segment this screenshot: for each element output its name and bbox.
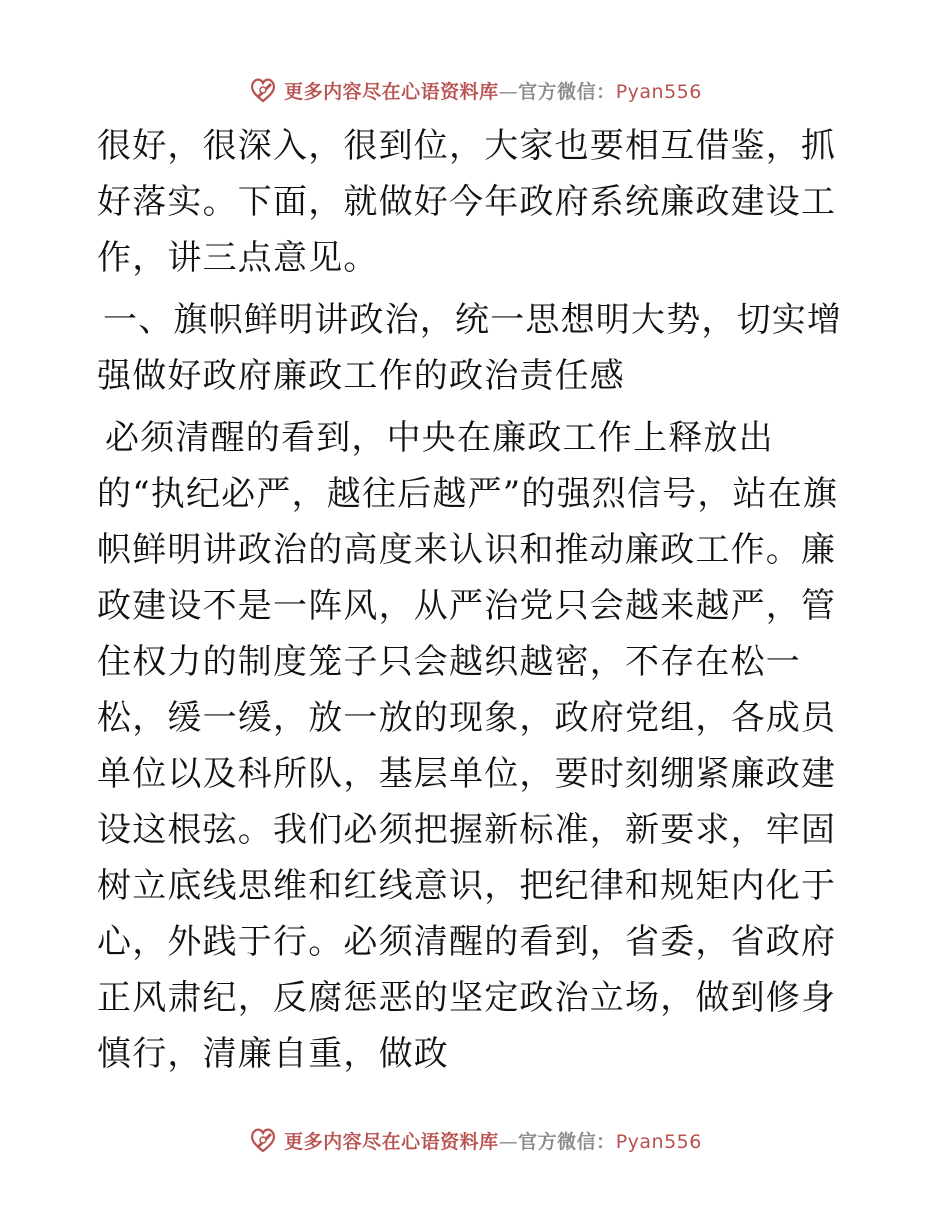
header-banner [0, 70, 950, 110]
paragraph-2-first-line: 必须清醒的看到，中央在廉政工作上释放出 [105, 418, 774, 458]
banner-library-text: 更多内容尽在心语资料库 [284, 80, 499, 103]
banner-dash: — [498, 80, 519, 103]
banner-wechat-id: Pyan556 [615, 1130, 702, 1153]
banner-wechat-id: Pyan556 [615, 80, 702, 103]
footer-banner [0, 1120, 950, 1160]
paragraph-1: 很好，很深入，很到位，大家也要相互借鉴，抓好落实。下面，就做好今年政府系统廉政建设工作，讲三点意见。 [97, 126, 837, 278]
banner-dash: — [498, 1130, 519, 1153]
paragraph-2 [97, 410, 857, 1082]
heart-pen-logo-icon [248, 1125, 278, 1155]
banner-text [284, 77, 702, 104]
banner-library-text: 更多内容尽在心语资料库 [284, 1130, 499, 1153]
section-heading-1: 一、旗帜鲜明讲政治，统一思想明大势，切实增强做好政府廉政工作的政治责任感 [97, 300, 843, 396]
paragraph-2-continuation: 的“执纪必严，越往后越严”的强烈信号，站在旗帜鲜明讲政治的高度来认识和推动廉政工作。廉政建设不是一阵风，从严治党只会越来越严，管住权力的制度笼子只会越织越密，不存在松一松，缓一缓，放一放的现象，政府党组，各成员单位以及科所队，基层单位，要时刻绷紧廉政建设这根弦。我们必须把握新标准，新要求，牢固树立底线思维和红线意识，把纪律和规矩内化于心，外践于行。必须清醒的看到，省委，省政府正风肃纪，反腐惩恶的坚定政治立场，做到修身慎行，清廉自重，做政 [97, 474, 839, 1074]
heart-pen-logo-icon [248, 75, 278, 105]
banner-official-label: 官方微信： [518, 80, 616, 103]
banner-official-label: 官方微信： [518, 1130, 616, 1153]
document-body [97, 118, 857, 1082]
banner-text [284, 1127, 702, 1154]
